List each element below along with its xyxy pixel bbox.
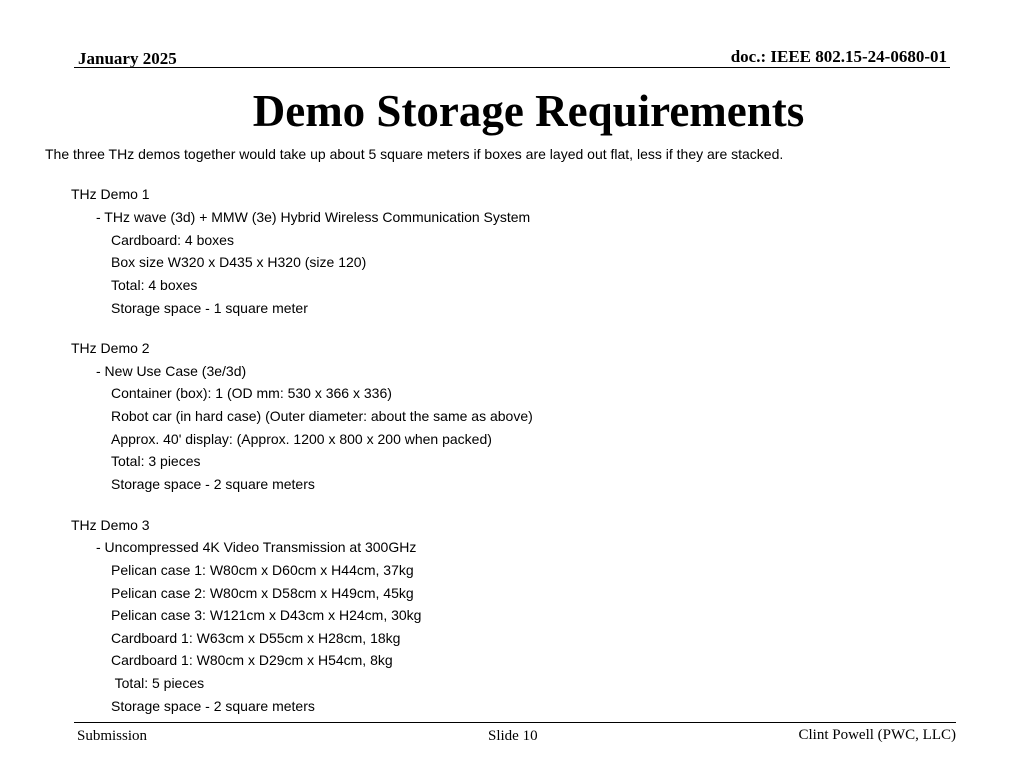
intro-text: The three THz demos together would take up about 5 square meters if boxes are layed out flat, less if they are stacked. <box>45 146 784 162</box>
footer-submission: Submission <box>77 728 148 744</box>
demo-1-item: Box size W320 x D435 x H320 (size 120) <box>111 254 367 270</box>
demo-3-item: Pelican case 1: W80cm x D60cm x H44cm, 37kg <box>111 562 414 578</box>
demo-2-item: Storage space - 2 square meters <box>111 476 315 492</box>
demo-3-item: Storage space - 2 square meters <box>111 698 315 714</box>
demo-3-item: Cardboard 1: W63cm x D55cm x H28cm, 18kg <box>111 630 401 646</box>
footer-divider <box>74 722 956 723</box>
demo-1-subtitle: - THz wave (3d) + MMW (3e) Hybrid Wireless Communication System <box>96 209 531 225</box>
header-divider <box>74 67 950 68</box>
demo-1-item: Total: 4 boxes <box>111 277 198 293</box>
demo-3-item: Pelican case 2: W80cm x D58cm x H49cm, 45kg <box>111 585 414 601</box>
demo-3-item: Total: 5 pieces <box>111 675 205 691</box>
header-doc-id: doc.: IEEE 802.15-24-0680-01 <box>730 47 947 66</box>
demo-2-subtitle: - New Use Case (3e/3d) <box>96 363 247 379</box>
demo-2-item: Robot car (in hard case) (Outer diameter: about the same as above) <box>111 408 533 424</box>
demo-2-item: Total: 3 pieces <box>111 453 201 469</box>
demo-3-title: THz Demo 3 <box>71 517 150 533</box>
demo-1-item: Storage space - 1 square meter <box>111 300 308 316</box>
demo-1-title: THz Demo 1 <box>71 186 150 202</box>
header-date: January 2025 <box>78 49 177 68</box>
demo-2-title: THz Demo 2 <box>71 340 150 356</box>
footer-slide-number: Slide 10 <box>488 728 538 744</box>
demo-3-subtitle: - Uncompressed 4K Video Transmission at 300GHz <box>96 539 417 555</box>
demo-2-item: Container (box): 1 (OD mm: 530 x 366 x 336) <box>111 385 392 401</box>
slide-title: Demo Storage Requirements <box>252 86 805 136</box>
demo-1-item: Cardboard: 4 boxes <box>111 232 234 248</box>
demo-3-item: Pelican case 3: W121cm x D43cm x H24cm, 30kg <box>111 607 422 623</box>
demo-3-item: Cardboard 1: W80cm x D29cm x H54cm, 8kg <box>111 652 393 668</box>
footer-author: Clint Powell (PWC, LLC) <box>798 727 956 743</box>
demo-2-item: Approx. 40' display: (Approx. 1200 x 800 x 200 when packed) <box>111 431 492 447</box>
